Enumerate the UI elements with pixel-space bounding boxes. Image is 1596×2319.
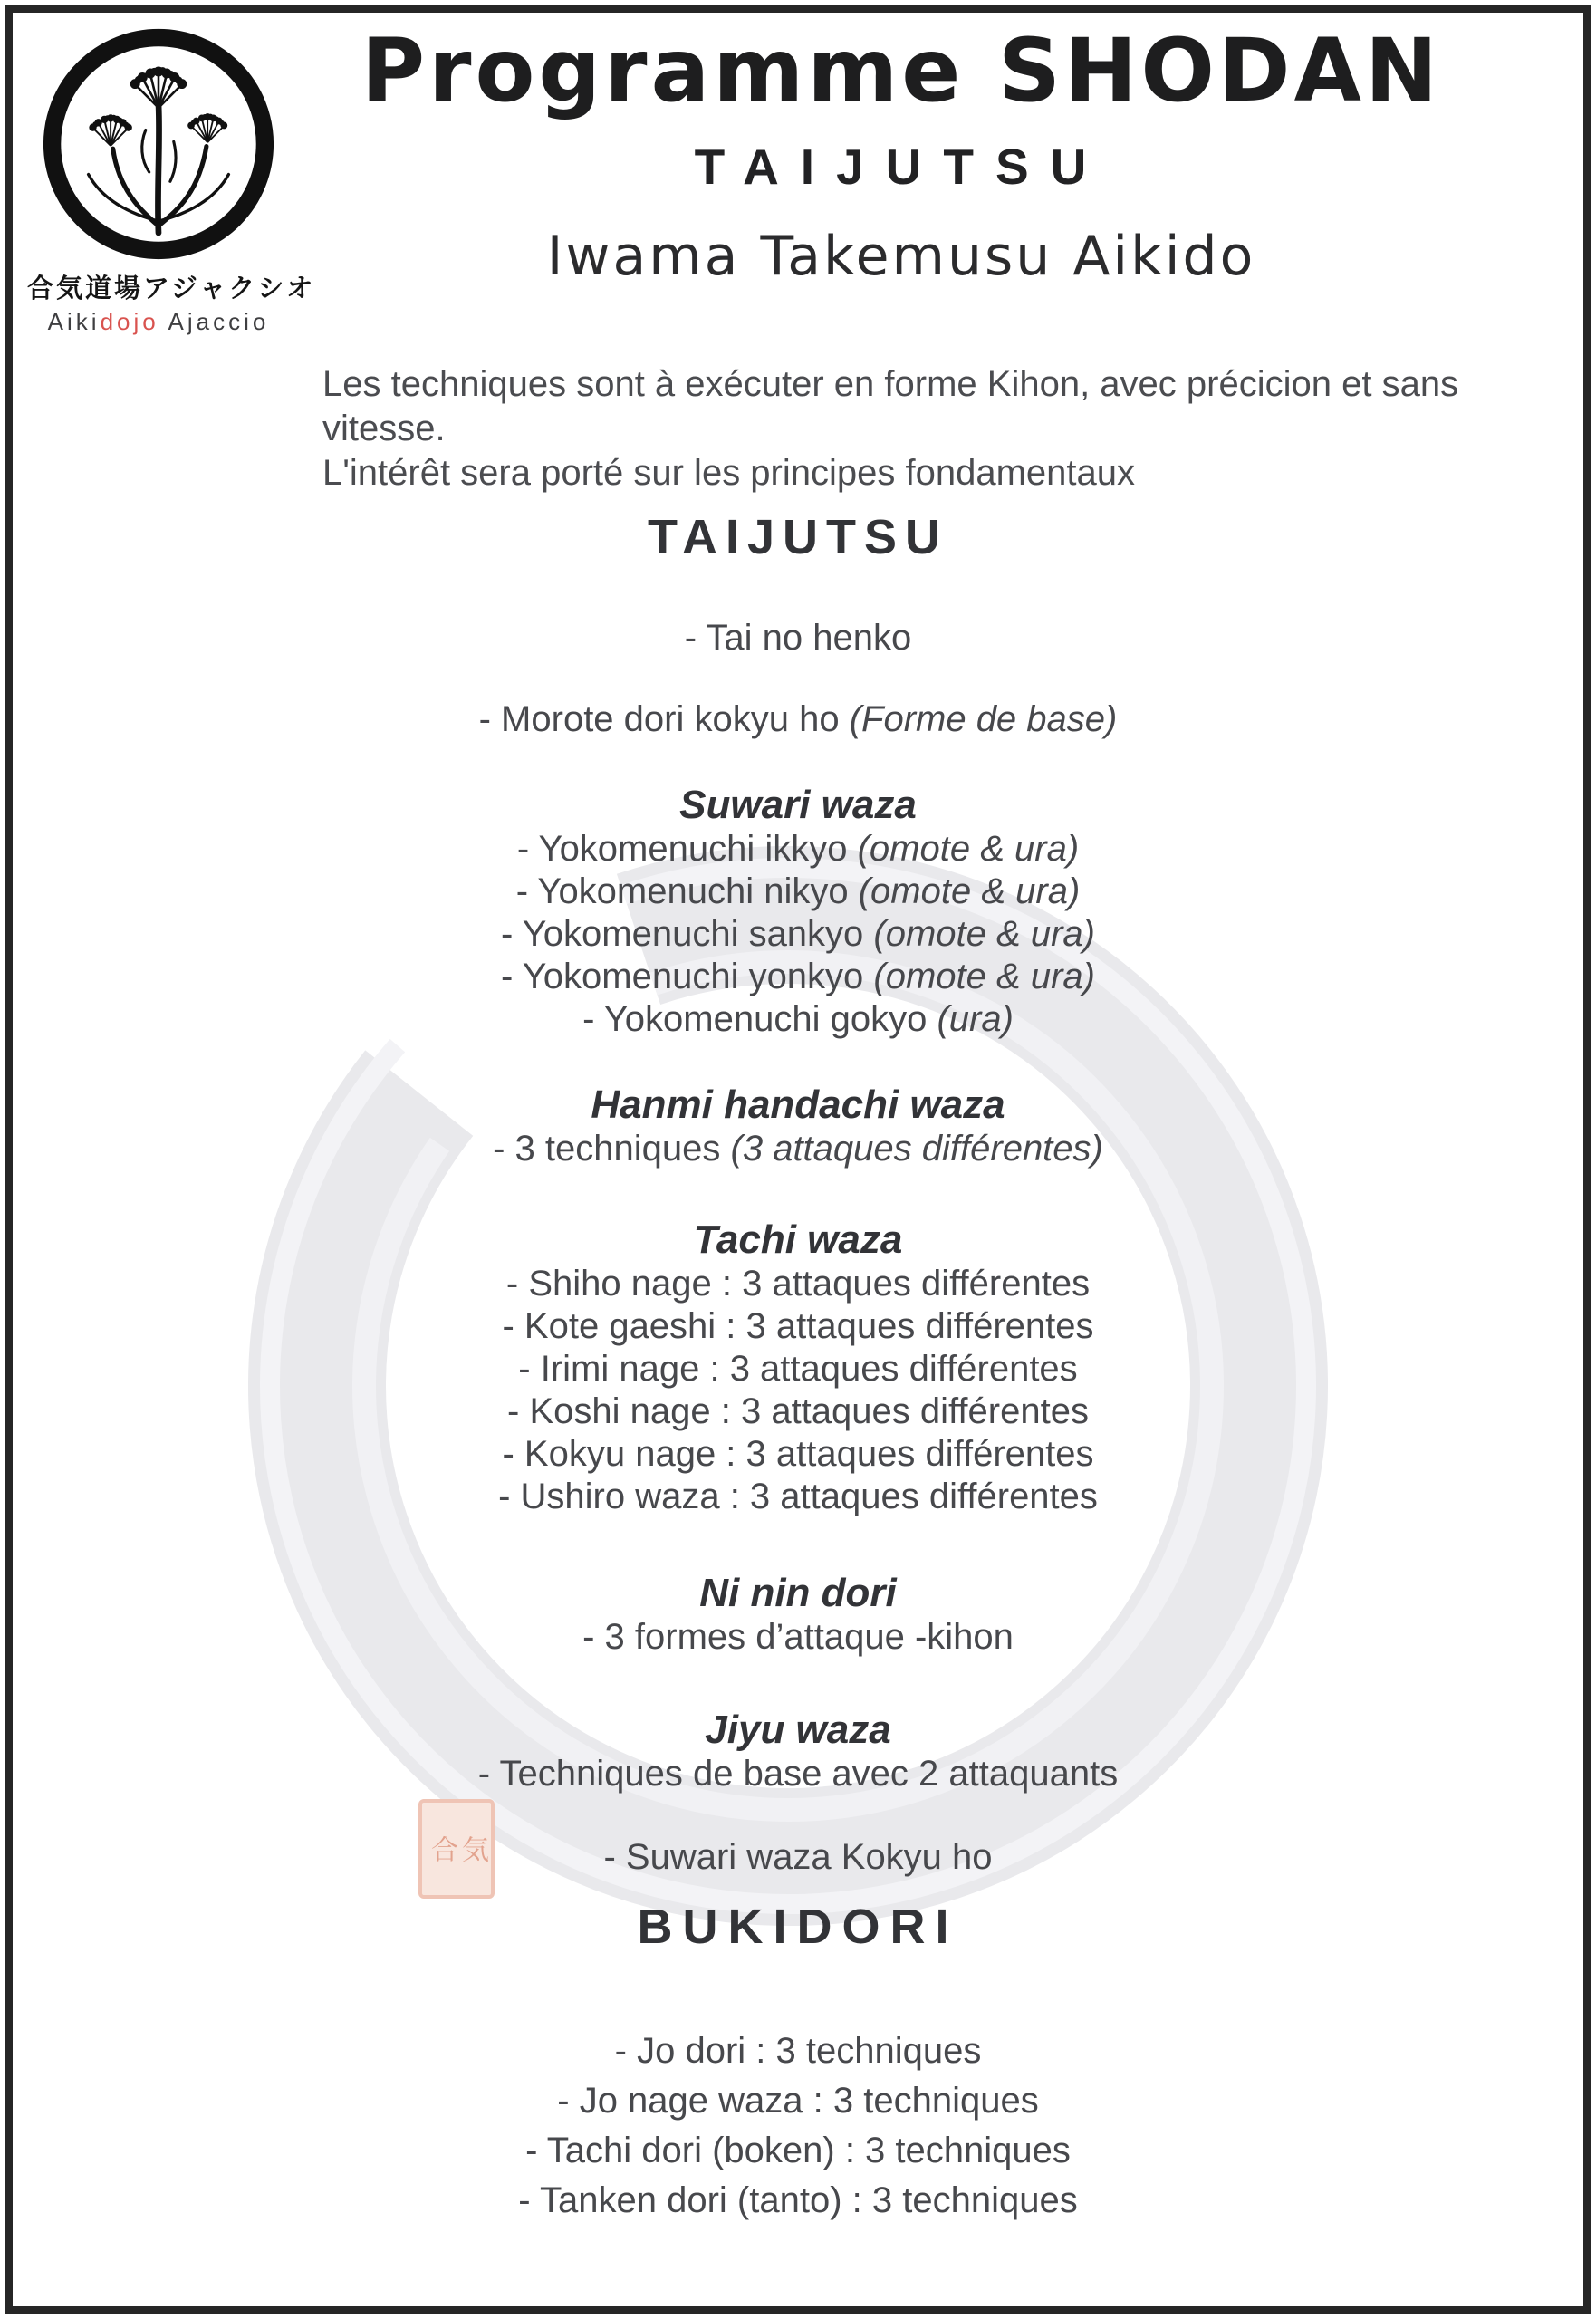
item-note: (omote & ura) [858, 871, 1081, 911]
seal-character: 気 [457, 1835, 487, 1862]
list-item [0, 1128, 1596, 1170]
aikidojo-logo [27, 27, 316, 336]
item-text: - Yokomenuchi gokyo [582, 999, 937, 1039]
yarrow-plants-icon [42, 27, 275, 261]
list-item [0, 913, 1596, 956]
intro-line-2: L'intérêt sera porté sur les principes fondamentaux [322, 453, 1136, 493]
list-item [0, 2126, 1596, 2176]
masthead [299, 16, 1504, 288]
list-item [0, 1476, 1596, 1518]
page-subtitle: TAIJUTSU [694, 139, 1109, 195]
item-text: - Koshi nage : 3 attaques différentes [507, 1391, 1089, 1431]
item-text: - Yokomenuchi nikyo [515, 871, 859, 911]
list-item [0, 1305, 1596, 1348]
item-note: (Forme de base) [849, 699, 1118, 739]
item-text: - Yokomenuchi ikkyo [516, 829, 858, 869]
item-text: - Irimi nage : 3 attaques différentes [518, 1349, 1078, 1389]
item-text: - Kote gaeshi : 3 attaques différentes [502, 1306, 1094, 1346]
item-text: - Yokomenuchi sankyo [501, 914, 874, 954]
school-name: Iwama Takemusu Aikido [546, 225, 1256, 288]
dojo-name-japanese: 合気道場アジャクシオ [27, 274, 316, 303]
item-text: - Techniques de base avec 2 attaquants [477, 1754, 1119, 1794]
list-item [0, 1836, 1596, 1879]
list-item [0, 2176, 1596, 2226]
group-title-suwari-waza: Suwari waza [679, 783, 917, 827]
list-item [0, 1753, 1596, 1795]
item-text: - Ushiro waza : 3 attaques différentes [498, 1477, 1098, 1516]
programme-content [0, 510, 1596, 2226]
list-item [0, 828, 1596, 871]
list-item [0, 1433, 1596, 1476]
group-title-tachi-waza: Tachi waza [693, 1217, 903, 1262]
group-title-ni-nin-dori: Ni nin dori [699, 1571, 897, 1615]
group-title-hanmi-handachi-waza: Hanmi handachi waza [591, 1083, 1005, 1127]
dojo-name-city: Ajaccio [159, 308, 270, 335]
section-heading-bukidori: BUKIDORI [637, 1900, 959, 1954]
list-item [0, 1390, 1596, 1433]
list-item [0, 871, 1596, 913]
list-item [0, 1616, 1596, 1659]
item-text: - Tai no henko [684, 618, 912, 658]
item-text: - Jo nage waza : 3 techniques [557, 2081, 1039, 2121]
item-note: (omote & ura) [873, 914, 1095, 954]
item-text: - Tachi dori (boken) : 3 techniques [525, 2131, 1071, 2170]
intro-paragraph [322, 362, 1582, 496]
item-text: - Morote dori kokyu ho [478, 699, 850, 739]
item-text: - 3 techniques [493, 1129, 731, 1169]
dojo-name-latin [27, 308, 290, 336]
item-note: (3 attaques différentes) [730, 1129, 1103, 1169]
dojo-name-dojo: dojo [100, 308, 159, 335]
section-heading-taijutsu: TAIJUTSU [647, 510, 948, 564]
bukidori-list [0, 2026, 1596, 2226]
item-text: - Suwari waza Kokyu ho [603, 1837, 993, 1877]
item-text: - Jo dori : 3 techniques [614, 2031, 982, 2071]
item-note: (omote & ura) [873, 957, 1095, 996]
dojo-name-aiki: Aiki [47, 308, 101, 335]
list-item [0, 1348, 1596, 1390]
list-item [0, 2026, 1596, 2076]
list-item [0, 698, 1596, 741]
page-title: Programme SHODAN [361, 20, 1442, 121]
list-item [0, 2076, 1596, 2126]
list-item [0, 956, 1596, 998]
list-item [0, 617, 1596, 659]
group-title-jiyu-waza: Jiyu waza [705, 1708, 891, 1752]
list-item [0, 998, 1596, 1041]
item-text: - Tanken dori (tanto) : 3 techniques [518, 2180, 1078, 2220]
item-note: (omote & ura) [857, 829, 1080, 869]
item-text: - 3 formes d’attaque -kihon [582, 1617, 1014, 1657]
list-item [0, 1263, 1596, 1305]
item-text: - Kokyu nage : 3 attaques différentes [502, 1434, 1094, 1474]
seal-character: 合 [427, 1835, 457, 1862]
intro-line-1: Les techniques sont à exécuter en forme Kihon, avec précicion et sans vitesse. [322, 364, 1459, 448]
item-note: (ura) [937, 999, 1014, 1039]
item-text: - Shiho nage : 3 attaques différentes [505, 1264, 1091, 1304]
item-text: - Yokomenuchi yonkyo [501, 957, 874, 996]
